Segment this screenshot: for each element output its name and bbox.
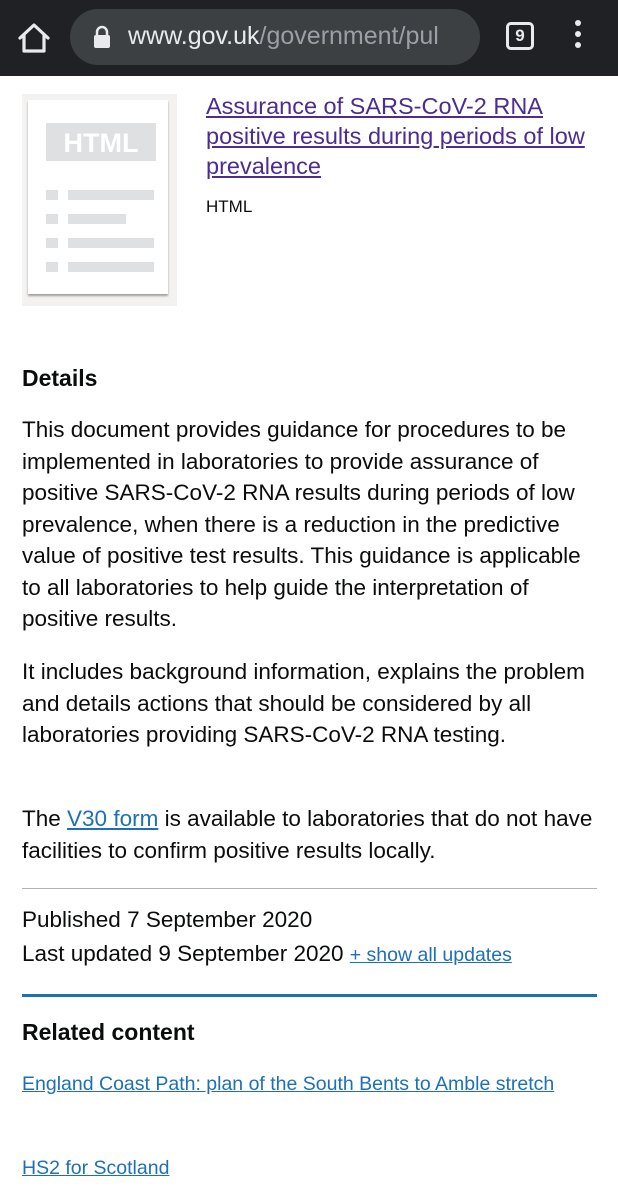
details-paragraph-2: It includes background information, explains the problem and details actions that should be considered by all laboratories providing SARS-CoV-2 RNA testing.: [22, 659, 585, 747]
home-icon[interactable]: [14, 18, 54, 58]
attachment-format: HTML: [206, 197, 253, 216]
url-domain: www.gov.uk: [128, 22, 260, 50]
para3-after: is available to laboratories that do not have facilities to confirm positive results locally.: [22, 806, 593, 863]
related-link-hs2-scotland[interactable]: HS2 for Scotland: [22, 1157, 170, 1179]
related-heading: Related content: [22, 1019, 195, 1045]
tab-switcher-button[interactable]: 9: [506, 22, 534, 50]
attachment-thumbnail[interactable]: [22, 94, 177, 306]
related-link-england-coast-path[interactable]: England Coast Path: plan of the South Bents to Amble stretch: [22, 1073, 555, 1095]
details-heading: Details: [22, 365, 98, 391]
url-path: /government/pul: [259, 22, 439, 50]
attachment-title-link[interactable]: Assurance of SARS-CoV-2 RNA positive results during periods of low prevalence: [206, 93, 585, 179]
last-updated: [22, 938, 512, 971]
details-paragraph-1: This document provides guidance for procedures to be implemented in laboratories to provide assurance of positive SARS-CoV-2 RNA results during periods of low prevalence, when there is a reduction in the predictive value of positive test results. This guidance is applicable to all laboratories to help guide the interpretation of positive results.: [22, 417, 581, 631]
related-divider: [22, 994, 597, 997]
url-text: [128, 21, 439, 51]
address-bar[interactable]: [70, 9, 480, 65]
published-date: Published 7 September 2020: [22, 907, 313, 932]
document-icon: [28, 100, 168, 294]
thumbnail-label: HTML: [63, 128, 139, 158]
more-vert-icon[interactable]: [568, 20, 588, 56]
divider: [22, 888, 597, 889]
lock-icon: [92, 25, 112, 49]
para3-before: The: [22, 806, 68, 831]
details-paragraph-3: [22, 803, 602, 866]
show-all-updates-link[interactable]: + show all updates: [349, 944, 512, 966]
browser-toolbar: [0, 0, 618, 76]
v30-form-link[interactable]: V30 form: [67, 806, 159, 831]
last-updated-text: Last updated 9 September 2020: [22, 941, 350, 966]
